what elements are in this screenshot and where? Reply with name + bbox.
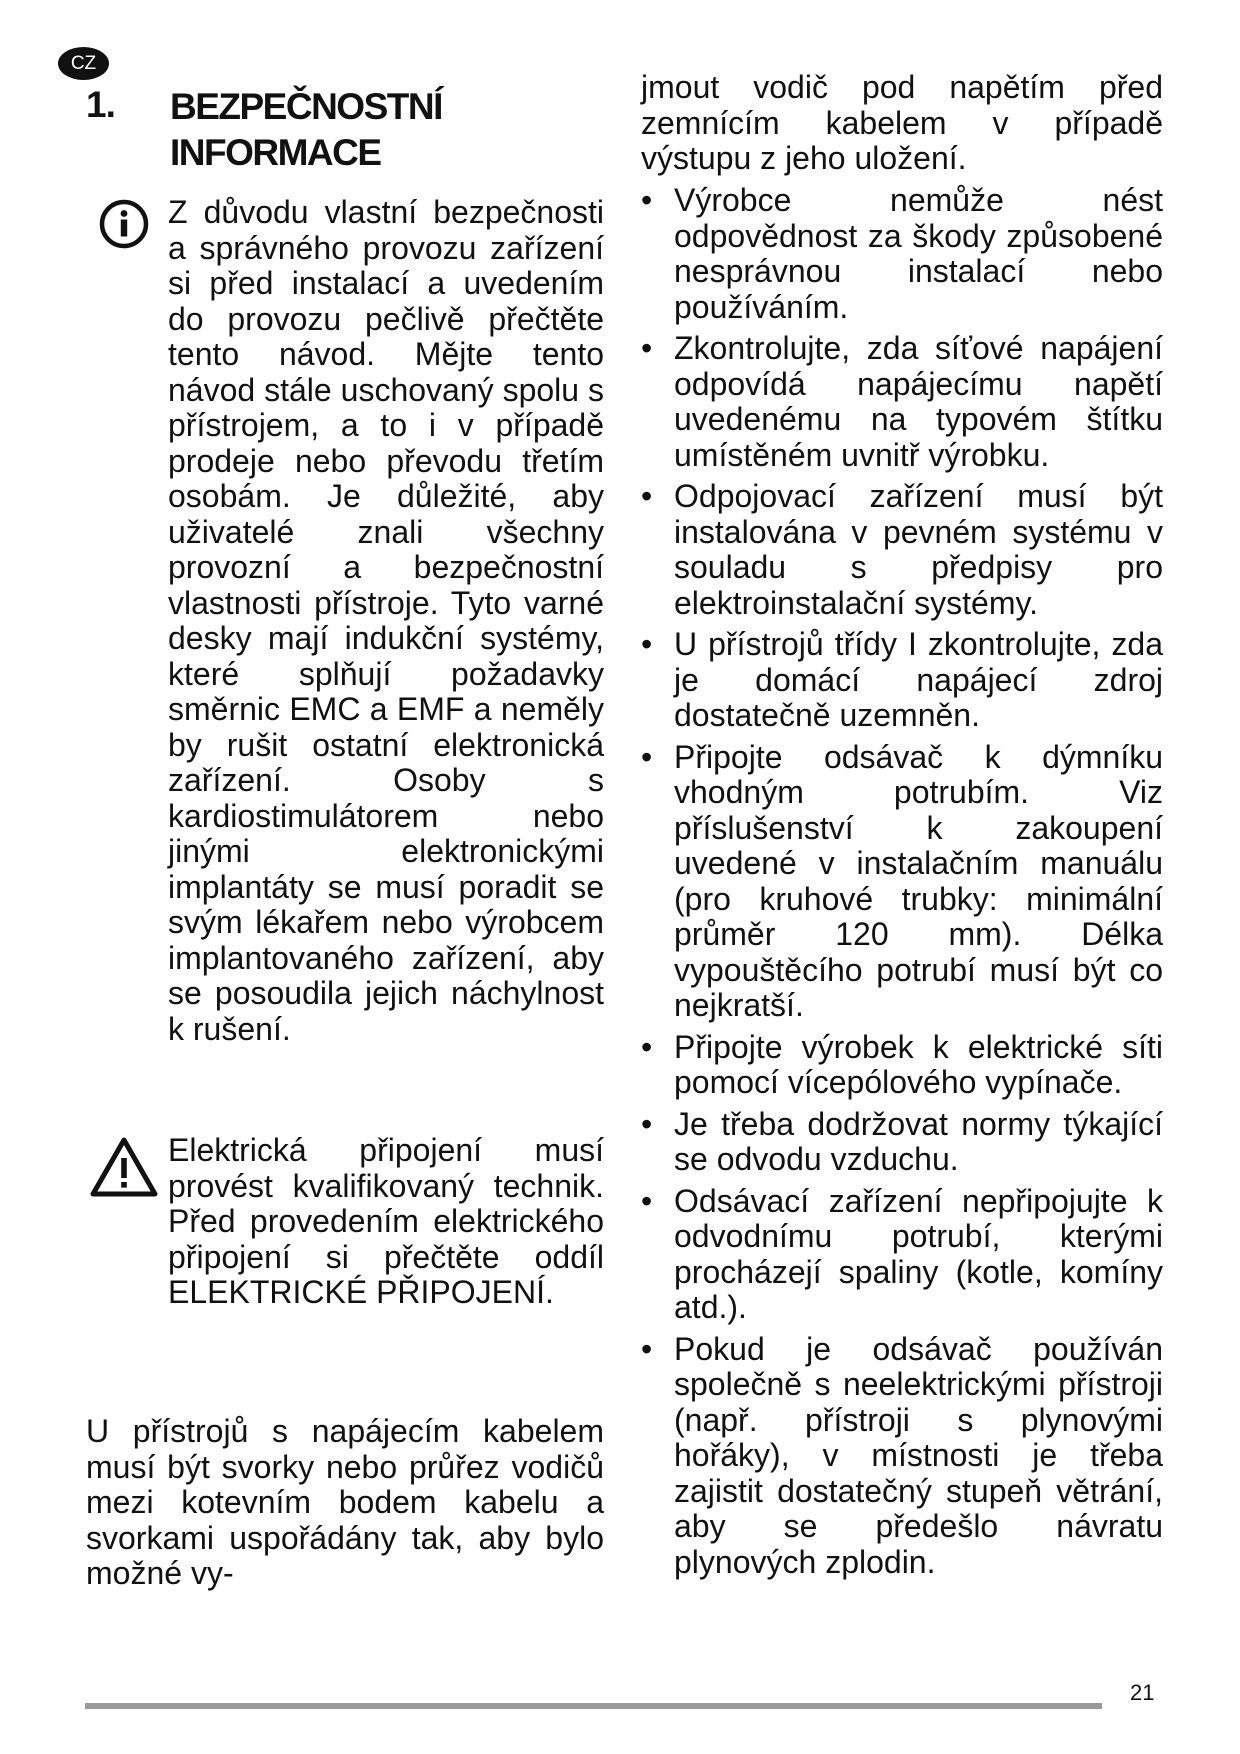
list-item-text: Odsávací zařízení nepřipojujte k odvodnímu potrubí, kterými procházejí spaliny (kotle, komíny atd.). [674,1182,1163,1325]
bullet-marker: • [641,478,653,514]
section-title: BEZPEČNOSTNÍ INFORMACE [170,86,442,173]
bullet-marker: • [641,626,653,662]
list-item-text: Pokud je odsávač používán společně s neelektrickými přístroji (např. přístroji s plynovými hořáky), v místnosti je třeba zajistit dostatečný stupeň větrání, aby se předešlo návratu plynových zplodin. [674,1330,1163,1580]
bullet-marker: • [641,330,653,366]
list-item-text: Je třeba dodržovat normy týkající se odvodu vzduchu. [674,1105,1163,1177]
list-item-text: Výrobce nemůže nést odpovědnost za škody způsobené nesprávnou instalací nebo používáním. [674,182,1163,325]
bullet-marker: • [641,182,653,218]
list-item [641,740,1163,1024]
list-item-text: U přístrojů třídy I zkontrolujte, zda je domácí napájecí zdroj dostatečně uzemněn. [674,626,1163,733]
bullet-marker: • [641,1105,653,1142]
footer-divider [85,1703,1102,1709]
language-badge: CZ [58,47,109,80]
list-item [641,1332,1163,1581]
info-circle-icon [98,198,150,250]
list-item-text: Připojte odsávač k dýmníku vhodným potrubím. Viz příslušenství k zakoupení uvedené v instalačním manuálu (pro kruhové trubky: minimální průměr 120 mm). Délka vypouštěcího potrubí musí být co nejkratší. [674,738,1163,1023]
list-item [641,1107,1163,1178]
warning-paragraph: Elektrická připojení musí provést kvalifikovaný technik. Před provedením elektrického připojení si přečtěte oddíl ELEKTRICKÉ PŘIPOJENÍ. [168,1132,604,1310]
bullet-marker: • [641,1330,653,1367]
list-item [641,331,1163,473]
cable-paragraph-continued: jmout vodič pod napětím před zemnícím kabelem v případě výstupu z jeho uložení. [641,69,1163,176]
info-paragraph: Z důvodu vlastní bezpečnosti a správného provozu zařízení si před instalací a uvedením do provozu pečlivě přečtěte tento návod. Mějte tento návod stále uschovaný spolu s přístrojem, a to i v případě prodeje nebo převodu třetím osobám. Je důležité, aby uživatelé znali všechny provozní a bezpečnostní vlastnosti přístroje. Tyto varné desky mají indukční systémy, které splňují požadavky směrnic EMC a EMF a neměly by rušit ostatní elektronická zařízení. Osoby s kardiostimulátorem nebo jinými elektronickými implantáty se musí poradit se svým lékařem nebo výrobcem implantovaného zařízení, aby se posoudila jejich náchylnost k rušení. [168,194,604,1047]
list-item [641,1030,1163,1101]
list-item-text: Odpojovací zařízení musí být instalována v pevném systému v souladu s předpisy pro elektroinstalační systémy. [674,478,1163,621]
page-number: 21 [1130,1680,1155,1705]
list-item [641,183,1163,325]
cable-paragraph: U přístrojů s napájecím kabelem musí být svorky nebo průřez vodičů mezi kotevním bodem kabelu a svorkami uspořádány tak, aby bylo možné vy- [86,1413,604,1591]
list-item [641,1184,1163,1326]
list-item-text: Připojte výrobek k elektrické síti pomocí vícepólového vypínače. [674,1028,1163,1100]
warning-triangle-icon [89,1136,159,1198]
list-item [641,479,1163,621]
safety-bullet-list [641,183,1163,1586]
list-item [641,627,1163,734]
bullet-marker: • [641,1028,653,1065]
bullet-marker: • [641,1182,653,1219]
bullet-marker: • [641,738,653,775]
section-number: 1. [86,84,115,125]
list-item-text: Zkontrolujte, zda síťové napájení odpovídá napájecímu napětí uvedenému na typovém štítku umístěném uvnitř výrobku. [674,330,1163,473]
